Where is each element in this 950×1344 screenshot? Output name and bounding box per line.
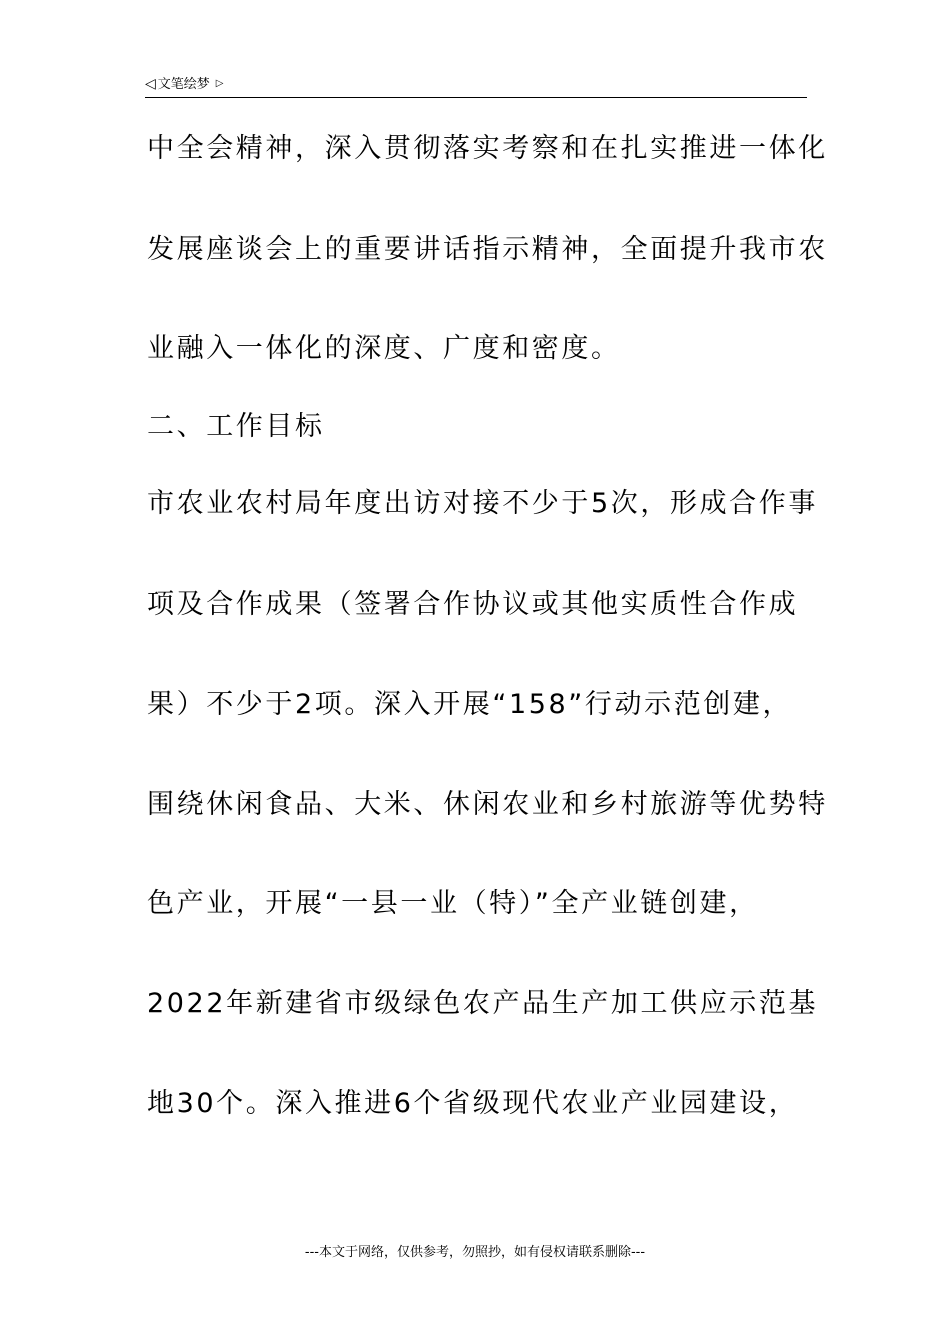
- section-heading: 二、工作目标: [147, 411, 325, 442]
- paragraph-line-7: 果）不少于2项。深入开展“158”行动示范创建，: [147, 689, 793, 720]
- paragraph-line-9: 色产业，开展“一县一业（特）”全产业链创建，: [147, 888, 759, 919]
- page-header: [145, 73, 807, 98]
- header-brand: [145, 75, 224, 94]
- paragraph-line-10: 2022年新建省市级绿色农产品生产加工供应示范基: [147, 988, 819, 1019]
- paragraph-line-6: 项及合作成果（签署合作协议或其他实质性合作成: [147, 589, 799, 620]
- paragraph-line-5: 市农业农村局年度出访对接不少于5次，形成合作事: [147, 488, 818, 519]
- paragraph-line-11: 地30个。深入推进6个省级现代农业产业园建设，: [147, 1088, 799, 1119]
- brand-text: 文笔绘梦: [157, 77, 210, 92]
- paragraph-line-8: 围绕休闲食品、大米、休闲农业和乡村旅游等优势特: [147, 789, 828, 820]
- paragraph-line-3: 业融入一体化的深度、广度和密度。: [147, 333, 621, 364]
- triangle-left-icon: ◁: [145, 76, 156, 92]
- paragraph-line-2: 发展座谈会上的重要讲话指示精神，全面提升我市农: [147, 234, 828, 265]
- triangle-right-icon: ▷: [215, 78, 224, 89]
- paragraph-line-1: 中全会精神，深入贯彻落实考察和在扎实推进一体化: [147, 133, 828, 164]
- footer-disclaimer: ---本文于网络，仅供参考，勿照抄，如有侵权请联系删除---: [304, 1245, 646, 1260]
